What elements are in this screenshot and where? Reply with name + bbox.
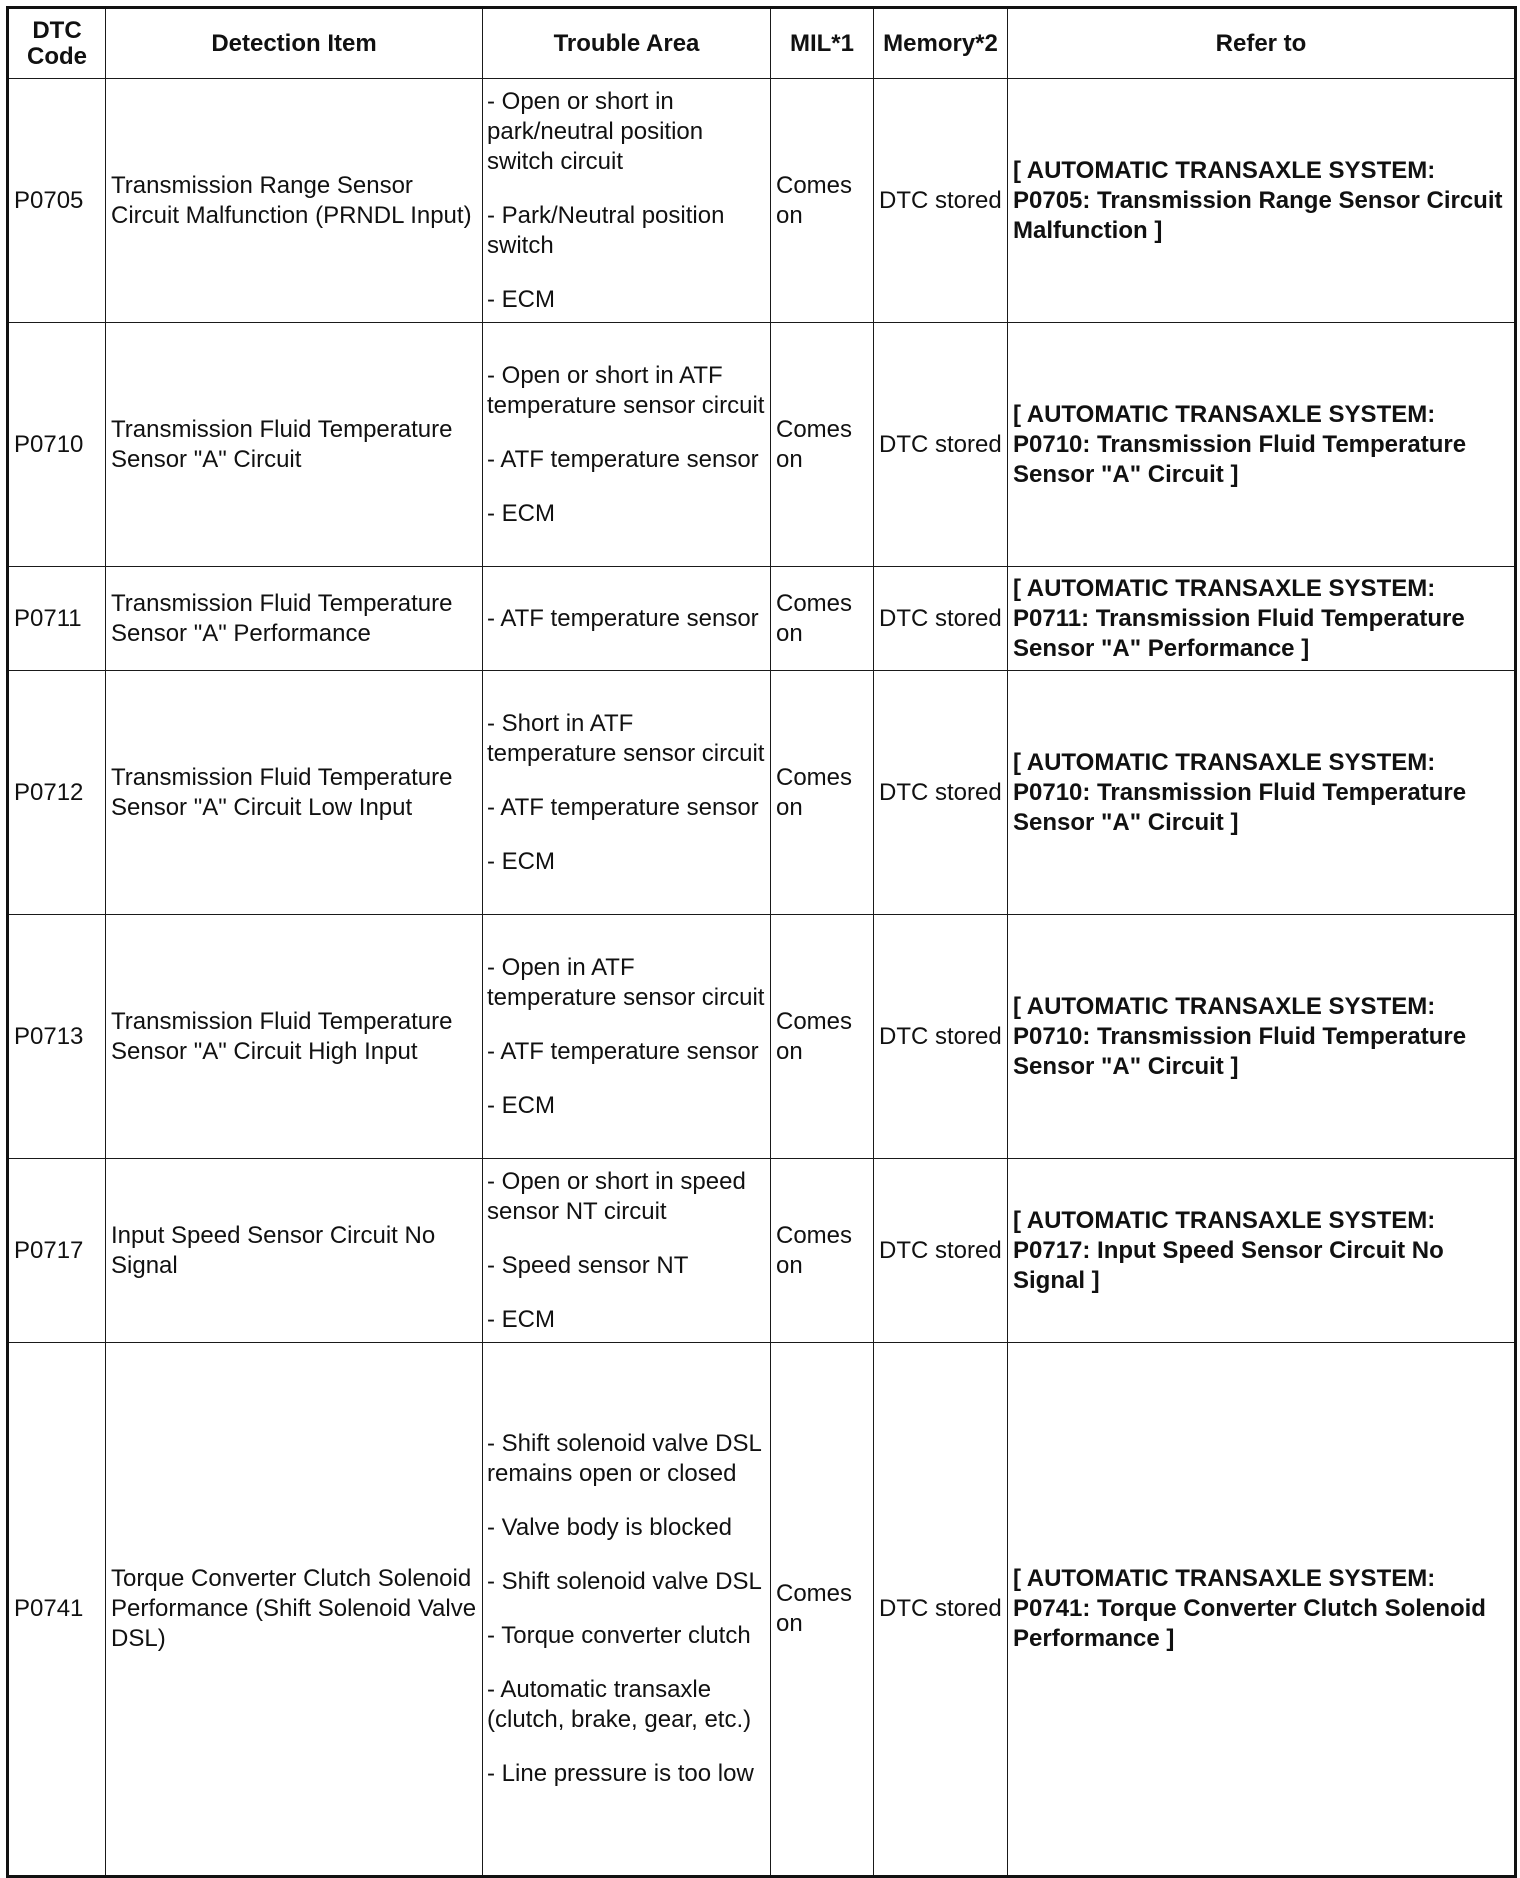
trouble-area-cell [483, 915, 771, 1159]
dtc-code-cell: P0717 [8, 1159, 106, 1343]
refer-to-cell: [ AUTOMATIC TRANSAXLE SYSTEM: P0717: Input Speed Sensor Circuit No Signal ] [1008, 1159, 1516, 1343]
table-row [8, 1159, 1516, 1343]
header-dtc-code: DTC Code [8, 8, 106, 79]
table-row [8, 1343, 1516, 1877]
table-row [8, 915, 1516, 1159]
memory-cell: DTC stored [874, 567, 1008, 671]
trouble-area-item: - Open or short in park/neutral position switch circuit [487, 87, 704, 175]
mil-cell: Comes on [771, 323, 874, 567]
memory-cell: DTC stored [874, 79, 1008, 323]
refer-to-cell: [ AUTOMATIC TRANSAXLE SYSTEM: P0711: Transmission Fluid Temperature Sensor "A" Performance ] [1008, 567, 1516, 671]
header-row [8, 8, 1516, 79]
trouble-area-item: - Open or short in ATF temperature sensor circuit [487, 361, 765, 419]
detection-item-cell: Transmission Fluid Temperature Sensor "A" Circuit Low Input [106, 671, 483, 915]
mil-cell: Comes on [771, 1343, 874, 1877]
mil-cell: Comes on [771, 915, 874, 1159]
header-detection-item: Detection Item [106, 8, 483, 79]
trouble-area-item: - ECM [487, 1305, 555, 1333]
trouble-area-item: - ECM [487, 847, 555, 875]
trouble-area-item: - Speed sensor NT [487, 1251, 689, 1279]
dtc-code-cell: P0710 [8, 323, 106, 567]
trouble-area-item: - Automatic transaxle (clutch, brake, gear, etc.) [487, 1676, 752, 1733]
trouble-area-item: - ECM [487, 1091, 555, 1119]
trouble-area-item: - Open in ATF temperature sensor circuit [487, 953, 765, 1011]
trouble-area-cell [483, 671, 771, 915]
trouble-area-cell [483, 79, 771, 323]
trouble-area-cell [483, 567, 771, 671]
dtc-code-cell: P0705 [8, 79, 106, 323]
memory-cell: DTC stored [874, 323, 1008, 567]
header-refer-to: Refer to [1008, 8, 1516, 79]
table-row [8, 79, 1516, 323]
header-trouble-area: Trouble Area [483, 8, 771, 79]
refer-to-cell: [ AUTOMATIC TRANSAXLE SYSTEM: P0710: Transmission Fluid Temperature Sensor "A" Circuit ] [1008, 915, 1516, 1159]
mil-cell: Comes on [771, 671, 874, 915]
detection-item-cell: Transmission Fluid Temperature Sensor "A" Performance [106, 567, 483, 671]
table-header [8, 8, 1516, 79]
trouble-area-item: - Shift solenoid valve DSL [487, 1568, 762, 1595]
detection-item-cell: Input Speed Sensor Circuit No Signal [106, 1159, 483, 1343]
memory-cell: DTC stored [874, 1343, 1008, 1877]
table-row [8, 323, 1516, 567]
detection-item-cell: Transmission Range Sensor Circuit Malfunction (PRNDL Input) [106, 79, 483, 323]
dtc-table [6, 6, 1517, 1878]
table-row [8, 567, 1516, 671]
detection-item-cell: Transmission Fluid Temperature Sensor "A" Circuit High Input [106, 915, 483, 1159]
header-memory: Memory*2 [874, 8, 1008, 79]
refer-to-cell: [ AUTOMATIC TRANSAXLE SYSTEM: P0710: Transmission Fluid Temperature Sensor "A" Circuit ] [1008, 323, 1516, 567]
dtc-code-cell: P0711 [8, 567, 106, 671]
table-row [8, 671, 1516, 915]
trouble-area-item: - Park/Neutral position switch [487, 201, 725, 259]
mil-cell: Comes on [771, 567, 874, 671]
dtc-code-cell: P0713 [8, 915, 106, 1159]
mil-cell: Comes on [771, 79, 874, 323]
trouble-area-item: - Shift solenoid valve DSL remains open or closed [487, 1430, 761, 1487]
trouble-area-item: - Open or short in speed sensor NT circuit [487, 1167, 746, 1225]
memory-cell: DTC stored [874, 915, 1008, 1159]
trouble-area-cell [483, 1159, 771, 1343]
dtc-code-cell: P0741 [8, 1343, 106, 1877]
trouble-area-cell [483, 323, 771, 567]
refer-to-cell: [ AUTOMATIC TRANSAXLE SYSTEM: P0705: Transmission Range Sensor Circuit Malfunction ] [1008, 79, 1516, 323]
detection-item-cell: Torque Converter Clutch Solenoid Performance (Shift Solenoid Valve DSL) [106, 1343, 483, 1877]
trouble-area-cell [483, 1343, 771, 1877]
trouble-area-item: - Line pressure is too low [487, 1760, 754, 1787]
trouble-area-item: - Valve body is blocked [487, 1514, 733, 1541]
trouble-area-item: - ECM [487, 285, 555, 313]
detection-item-cell: Transmission Fluid Temperature Sensor "A" Circuit [106, 323, 483, 567]
trouble-area-item: - ATF temperature sensor [487, 445, 759, 473]
memory-cell: DTC stored [874, 671, 1008, 915]
dtc-code-cell: P0712 [8, 671, 106, 915]
trouble-area-item: - ATF temperature sensor [487, 1037, 759, 1065]
header-mil: MIL*1 [771, 8, 874, 79]
memory-cell: DTC stored [874, 1159, 1008, 1343]
table-body [8, 79, 1516, 1877]
trouble-area-item: - ATF temperature sensor [487, 793, 759, 821]
refer-to-cell: [ AUTOMATIC TRANSAXLE SYSTEM: P0741: Torque Converter Clutch Solenoid Performance ] [1008, 1343, 1516, 1877]
refer-to-cell: [ AUTOMATIC TRANSAXLE SYSTEM: P0710: Transmission Fluid Temperature Sensor "A" Circuit ] [1008, 671, 1516, 915]
mil-cell: Comes on [771, 1159, 874, 1343]
trouble-area-item: - ECM [487, 499, 555, 527]
trouble-area-item: - Torque converter clutch [487, 1622, 751, 1649]
trouble-area-item: - Short in ATF temperature sensor circuit [487, 709, 765, 767]
trouble-area-item: - ATF temperature sensor [487, 604, 759, 632]
